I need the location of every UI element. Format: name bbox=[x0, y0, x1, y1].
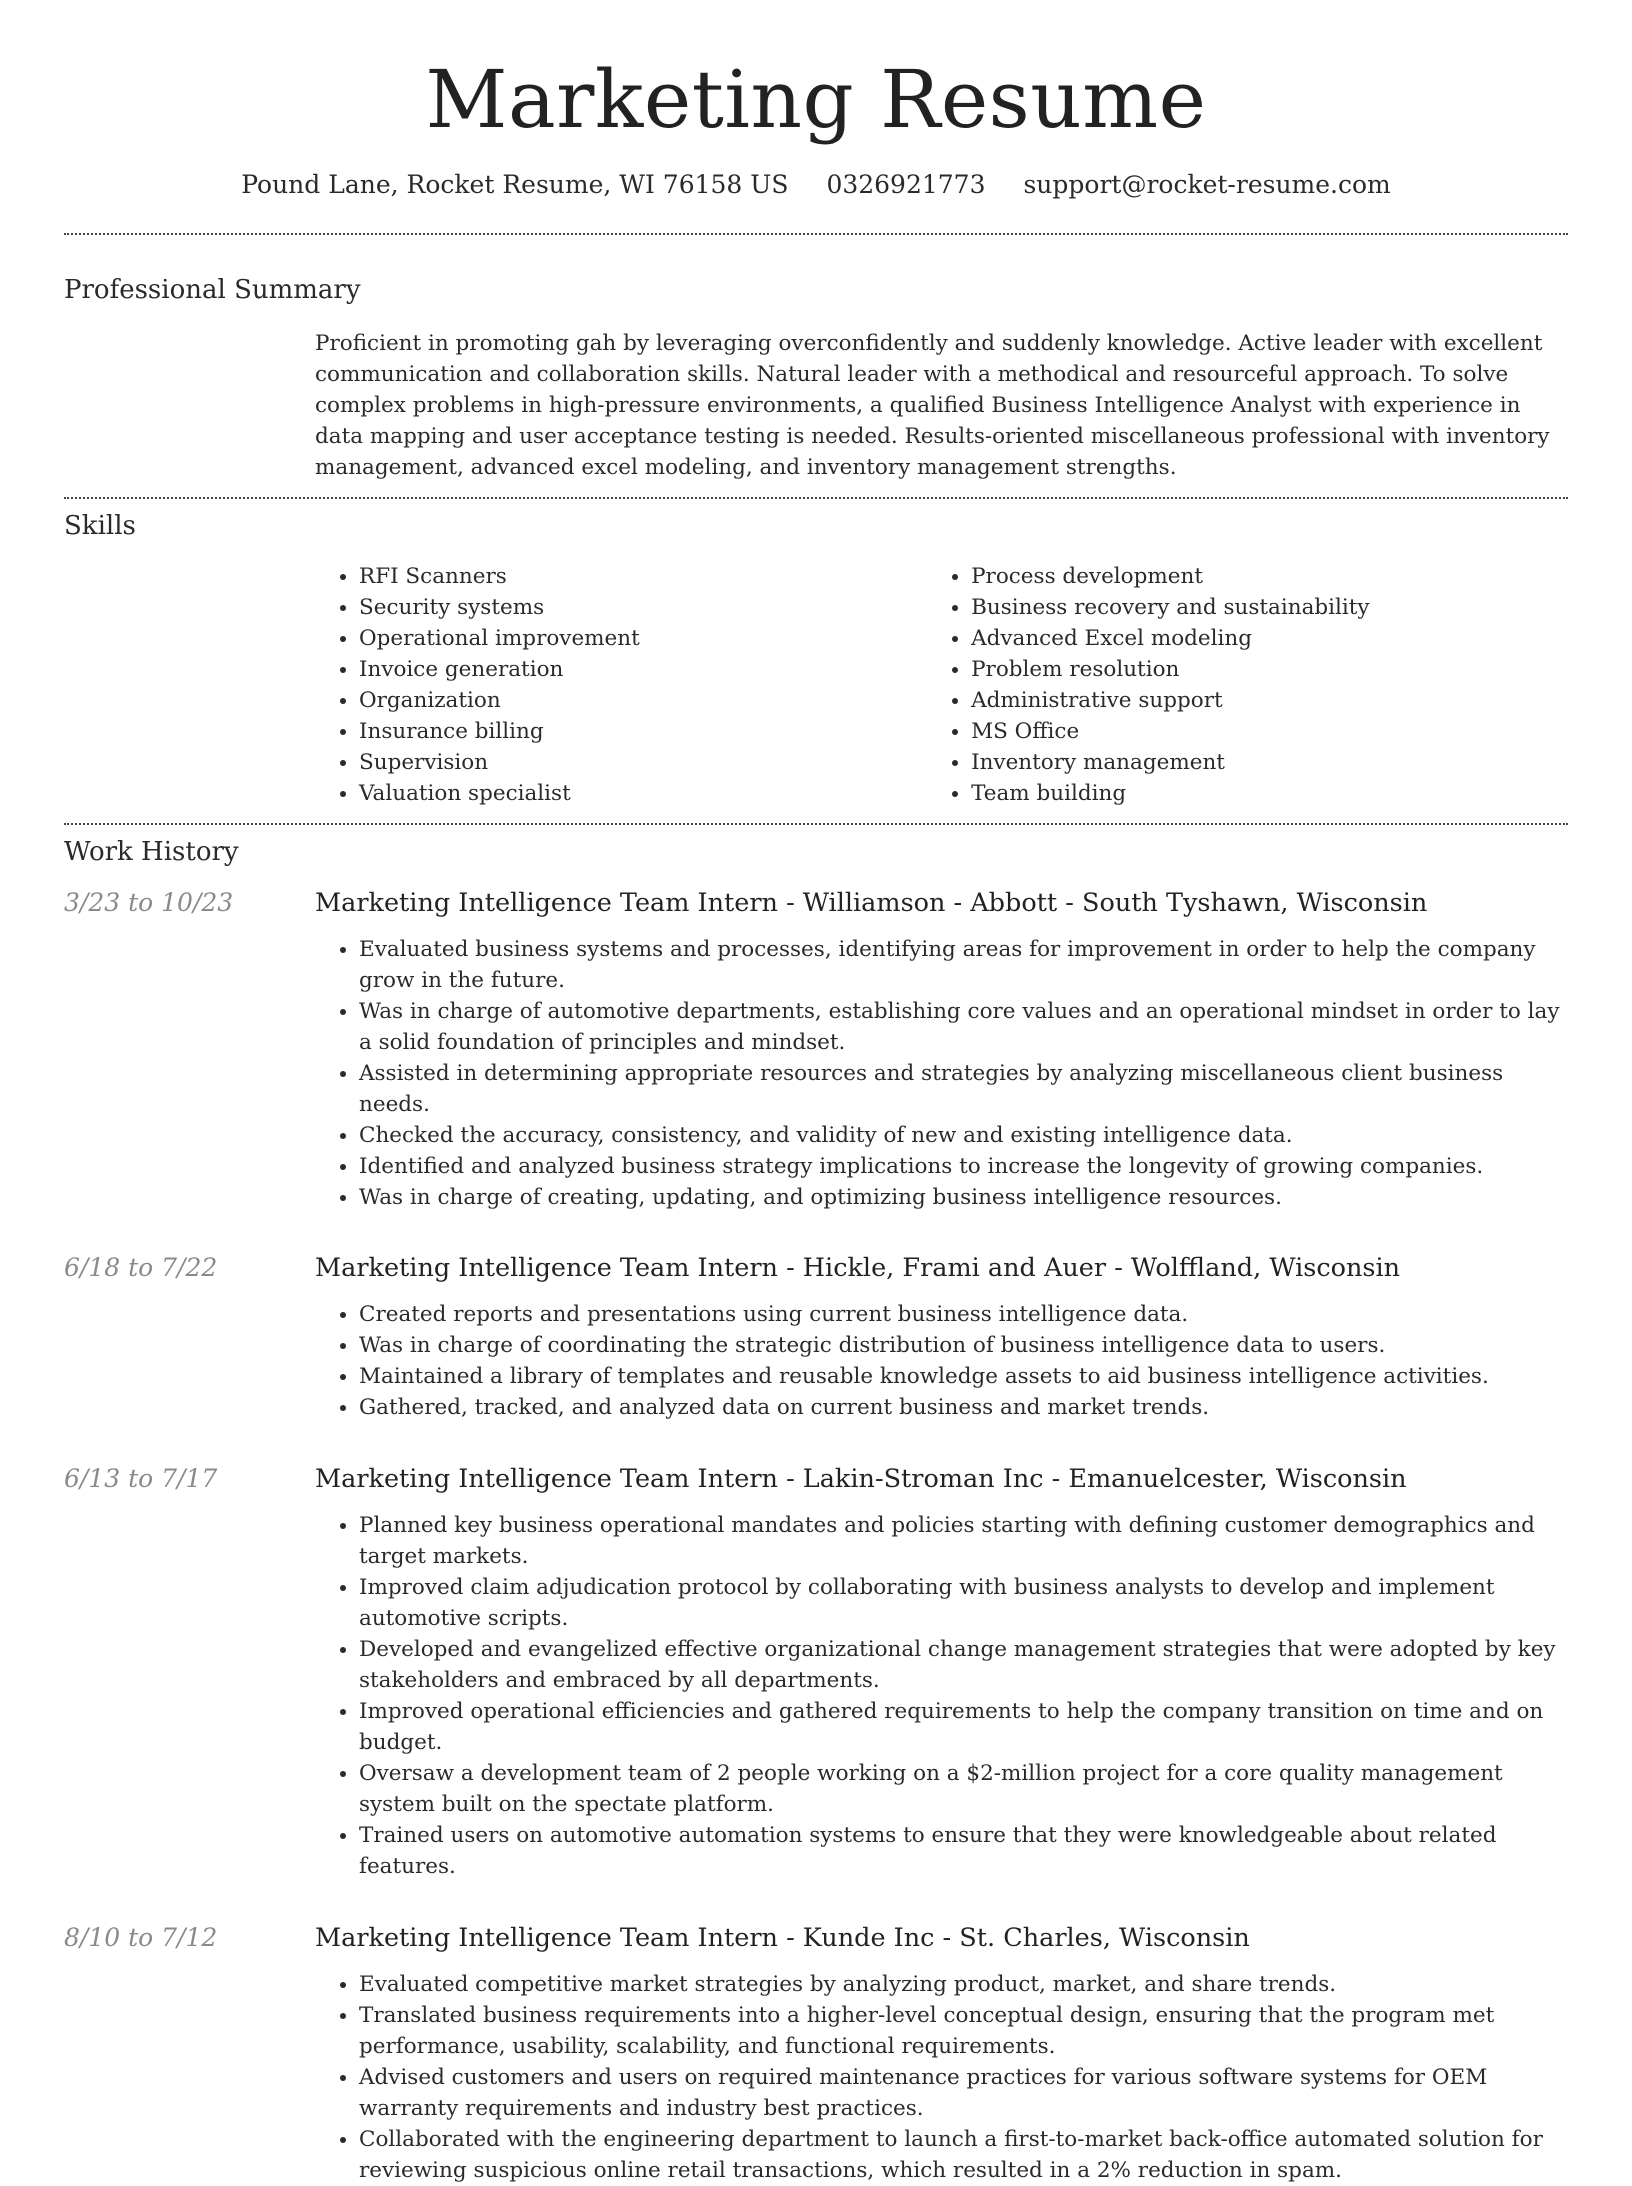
skill-item: • Inventory management bbox=[971, 747, 1568, 778]
skills-column-left bbox=[315, 561, 926, 809]
job-bullet: • Advised customers and users on required maintenance practices for various software systems for OEM warranty requirements and industry best practices. bbox=[359, 2062, 1568, 2124]
skill-item: • Business recovery and sustainability bbox=[971, 592, 1568, 623]
job-bullet: • Was in charge of creating, updating, and optimizing business intelligence resources. bbox=[359, 1182, 1568, 1213]
summary-heading: Professional Summary bbox=[64, 275, 361, 305]
contact-line bbox=[64, 170, 1568, 199]
job-body bbox=[315, 1461, 1568, 1882]
resume-name: Marketing Resume bbox=[425, 53, 1207, 146]
job-bullet: • Evaluated competitive market strategies by analyzing product, market, and share trends. bbox=[359, 1969, 1568, 2000]
job-entry bbox=[64, 1250, 1568, 1423]
job-bullet: • Planned key business operational mandates and policies starting with defining customer demographics and target markets. bbox=[359, 1510, 1568, 1572]
contact-email: support@rocket-resume.com bbox=[1023, 170, 1391, 199]
contact-phone: 0326921773 bbox=[826, 170, 986, 199]
skill-item: • MS Office bbox=[971, 716, 1568, 747]
job-bullet: • Oversaw a development team of 2 people working on a $2-million project for a core quality management system built on the spectate platform. bbox=[359, 1758, 1568, 1820]
skill-item: • Organization bbox=[359, 685, 926, 716]
job-bullet: • Was in charge of coordinating the strategic distribution of business intelligence data to users. bbox=[359, 1330, 1568, 1361]
skills-column-right bbox=[927, 561, 1568, 809]
skill-item: • Valuation specialist bbox=[359, 778, 926, 809]
job-bullet: • Was in charge of automotive departments, establishing core values and an operational mindset in order to lay a solid foundation of principles and mindset. bbox=[359, 996, 1568, 1058]
job-bullets bbox=[315, 1299, 1568, 1423]
skill-item: • RFI Scanners bbox=[359, 561, 926, 592]
resume-page bbox=[64, 0, 1568, 2186]
job-bullets bbox=[315, 934, 1568, 1213]
divider bbox=[64, 823, 1568, 825]
skill-item: • Operational improvement bbox=[359, 623, 926, 654]
job-bullet: • Improved claim adjudication protocol by collaborating with business analysts to develop and implement automotive scripts. bbox=[359, 1572, 1568, 1634]
skill-item: • Insurance billing bbox=[359, 716, 926, 747]
job-bullets bbox=[315, 1510, 1568, 1882]
job-dates: 8/10 to 7/12 bbox=[64, 1923, 218, 1952]
job-title: Marketing Intelligence Team Intern - Hickle, Frami and Auer - Wolffland, Wisconsin bbox=[315, 1253, 1401, 1283]
job-title: Marketing Intelligence Team Intern - Lakin-Stroman Inc - Emanuelcester, Wisconsin bbox=[315, 1464, 1407, 1494]
job-dates: 6/13 to 7/17 bbox=[64, 1464, 218, 1493]
skill-item: • Invoice generation bbox=[359, 654, 926, 685]
job-dates: 6/18 to 7/22 bbox=[64, 1253, 218, 1282]
job-bullet: • Translated business requirements into a higher-level conceptual design, ensuring that the program met performance, usability, scalability, and functional requirements. bbox=[359, 2000, 1568, 2062]
skills-heading: Skills bbox=[64, 511, 136, 541]
work-history-heading: Work History bbox=[64, 837, 239, 867]
divider bbox=[64, 497, 1568, 499]
job-bullet: • Trained users on automotive automation systems to ensure that they were knowledgeable about related features. bbox=[359, 1820, 1568, 1882]
job-body bbox=[315, 885, 1568, 1213]
job-bullet: • Identified and analyzed business strategy implications to increase the longevity of growing companies. bbox=[359, 1151, 1568, 1182]
job-body bbox=[315, 1920, 1568, 2186]
job-bullet: • Developed and evangelized effective organizational change management strategies that were adopted by key stakeholders and embraced by all departments. bbox=[359, 1634, 1568, 1696]
job-body bbox=[315, 1250, 1568, 1423]
skill-item: • Supervision bbox=[359, 747, 926, 778]
job-bullet: • Collaborated with the engineering department to launch a first-to-market back-office automated solution for reviewing suspicious online retail transactions, which resulted in a 2% reduction in spam. bbox=[359, 2124, 1568, 2186]
job-bullet: • Checked the accuracy, consistency, and validity of new and existing intelligence data. bbox=[359, 1120, 1568, 1151]
job-bullet: • Improved operational efficiencies and gathered requirements to help the company transition on time and on budget. bbox=[359, 1696, 1568, 1758]
job-title: Marketing Intelligence Team Intern - Williamson - Abbott - South Tyshawn, Wisconsin bbox=[315, 888, 1428, 918]
job-entry bbox=[64, 885, 1568, 1213]
job-bullet: • Assisted in determining appropriate resources and strategies by analyzing miscellaneous client business needs. bbox=[359, 1058, 1568, 1120]
divider bbox=[64, 233, 1568, 235]
skills-list bbox=[315, 561, 1568, 809]
job-bullets bbox=[315, 1969, 1568, 2186]
job-bullet: • Created reports and presentations using current business intelligence data. bbox=[359, 1299, 1568, 1330]
job-dates: 3/23 to 10/23 bbox=[64, 888, 234, 917]
job-title: Marketing Intelligence Team Intern - Kunde Inc - St. Charles, Wisconsin bbox=[315, 1923, 1250, 1953]
summary-text: Proficient in promoting gah by leveraging overconfidently and suddenly knowledge. Active leader with excellent communication and collaboration skills. Natural leader with a methodical and resourceful approach. To solve complex problems in high-pressure environments, a qualified Business Intelligence Analyst with experience in data mapping and user acceptance testing is needed. Results-oriented miscellaneous professional with inventory management, advanced excel modeling, and inventory management strengths. bbox=[315, 331, 1550, 480]
skill-item: • Advanced Excel modeling bbox=[971, 623, 1568, 654]
job-bullet: • Evaluated business systems and processes, identifying areas for improvement in order to help the company grow in the future. bbox=[359, 934, 1568, 996]
contact-address: Pound Lane, Rocket Resume, WI 76158 US bbox=[241, 170, 789, 199]
skill-item: • Problem resolution bbox=[971, 654, 1568, 685]
job-entry bbox=[64, 1461, 1568, 1882]
skill-item: • Team building bbox=[971, 778, 1568, 809]
job-entry bbox=[64, 1920, 1568, 2186]
skill-item: • Security systems bbox=[359, 592, 926, 623]
job-bullet: • Gathered, tracked, and analyzed data on current business and market trends. bbox=[359, 1392, 1568, 1423]
job-bullet: • Maintained a library of templates and reusable knowledge assets to aid business intelligence activities. bbox=[359, 1361, 1568, 1392]
skill-item: • Process development bbox=[971, 561, 1568, 592]
skill-item: • Administrative support bbox=[971, 685, 1568, 716]
